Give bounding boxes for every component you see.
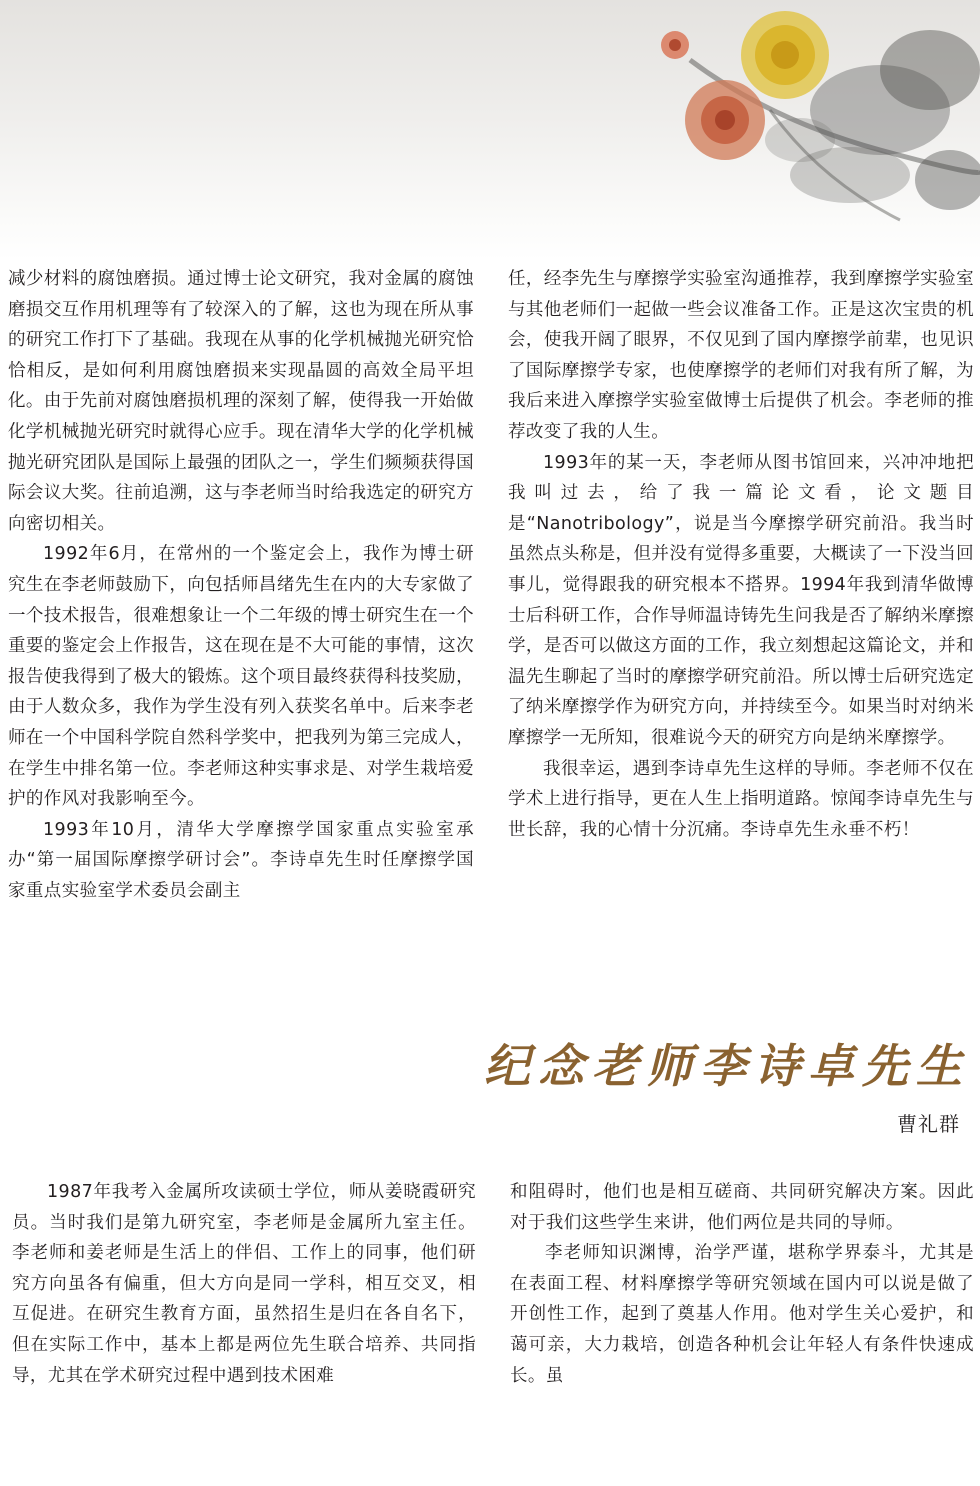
upper-column-right bbox=[508, 264, 974, 845]
paragraph: 1992年6月，在常州的一个鉴定会上，我作为博士研究生在李老师鼓励下，向包括师昌绪先生在内的大专家做了一个技术报告，很难想象让一个二年级的博士研究生在一个重要的鉴定会上作报告，这在现在是不大可能的事情，这次报告使我得到了极大的锻炼。这个项目最终获得科技奖励，由于人数众多，我作为学生没有列入获奖名单中。后来李老师在一个中国科学院自然科学奖中，把我列为第三完成人，在学生中排名第一位。李老师这种实事求是、对学生栽培爱护的作风对我影响至今。 bbox=[8, 544, 474, 810]
paragraph: 1993年10月，清华大学摩擦学国家重点实验室承办“第一届国际摩擦学研讨会”。李诗卓先生时任摩擦学国家重点实验室学术委员会副主 bbox=[8, 819, 474, 901]
article-column-left bbox=[12, 1177, 476, 1391]
paragraph: 我很幸运，遇到李诗卓先生这样的导师。李老师不仅在学术上进行指导，更在人生上指明道路。惊闻李诗卓先生与世长辞，我的心情十分沉痛。李诗卓先生永垂不朽！ bbox=[508, 758, 974, 840]
article-title: 纪念老师李诗卓先生 bbox=[484, 1039, 970, 1093]
upper-column-left bbox=[8, 264, 474, 906]
article-column-right bbox=[510, 1177, 974, 1391]
paragraph: 李老师知识渊博，治学严谨，堪称学界泰斗，尤其是在表面工程、材料摩擦学等研究领域在国内可以说是做了开创性工作，起到了奠基人作用。他对学生关心爱护，和蔼可亲，大力栽培，创造各种机会让年轻人有条件快速成长。虽 bbox=[510, 1243, 974, 1386]
paragraph: 减少材料的腐蚀磨损。通过博士论文研究，我对金属的腐蚀磨损交互作用机理等有了较深入的了解，这也为现在所从事的研究工作打下了基础。我现在从事的化学机械抛光研究恰恰相反，是如何利用腐蚀磨损来实现晶圆的高效全局平坦化。由于先前对腐蚀磨损机理的深刻了解，使得我一开始做化学机械抛光研究时就得心应手。现在清华大学的化学机械抛光研究团队是国际上最强的团队之一，学生们频频获得国际会议大奖。往前追溯，这与李老师当时给我选定的研究方向密切相关。 bbox=[8, 269, 474, 534]
paragraph: 和阻碍时，他们也是相互磋商、共同研究解决方案。因此对于我们这些学生来讲，他们两位是共同的导师。 bbox=[510, 1182, 974, 1233]
paragraph: 1993年的某一天，李老师从图书馆回来，兴冲冲地把我叫过去，给了我一篇论文看，论文题目是“Nanotribology”，说是当今摩擦学研究前沿。我当时虽然点头称是，但并没有觉得多重要，大概读了一下没当回事儿，觉得跟我的研究根本不搭界。1994年我到清华做博士后科研工作，合作导师温诗铸先生问我是否了解纳米摩擦学，是否可以做这方面的工作，我立刻想起这篇论文，并和温先生聊起了当时的摩擦学研究前沿。所以博士后研究选定了纳米摩擦学作为研究方向，并持续至今。如果当时对纳米摩擦学一无所知，很难说今天的研究方向是纳米摩擦学。 bbox=[508, 452, 974, 748]
ink-chrysanthemum-painting bbox=[650, 0, 980, 230]
article-author: 曹礼群 bbox=[897, 1112, 960, 1136]
paragraph: 任，经李先生与摩擦学实验室沟通推荐，我到摩擦学实验室与其他老师们一起做一些会议准备工作。正是这次宝贵的机会，使我开阔了眼界，不仅见到了国内摩擦学前辈，也见识了国际摩擦学专家，也使摩擦学的老师们对我有所了解，为我后来进入摩擦学实验室做博士后提供了机会。李老师的推荐改变了我的人生。 bbox=[508, 269, 974, 442]
paragraph: 1987年我考入金属所攻读硕士学位，师从姜晓霞研究员。当时我们是第九研究室，李老师是金属所九室主任。李老师和姜老师是生活上的伴侣、工作上的同事，他们研究方向虽各有偏重，但大方向是同一学科，相互交叉，相互促进。在研究生教育方面，虽然招生是归在各自名下，但在实际工作中，基本上都是两位先生联合培养、共同指导，尤其在学术研究过程中遇到技术困难 bbox=[12, 1182, 476, 1386]
